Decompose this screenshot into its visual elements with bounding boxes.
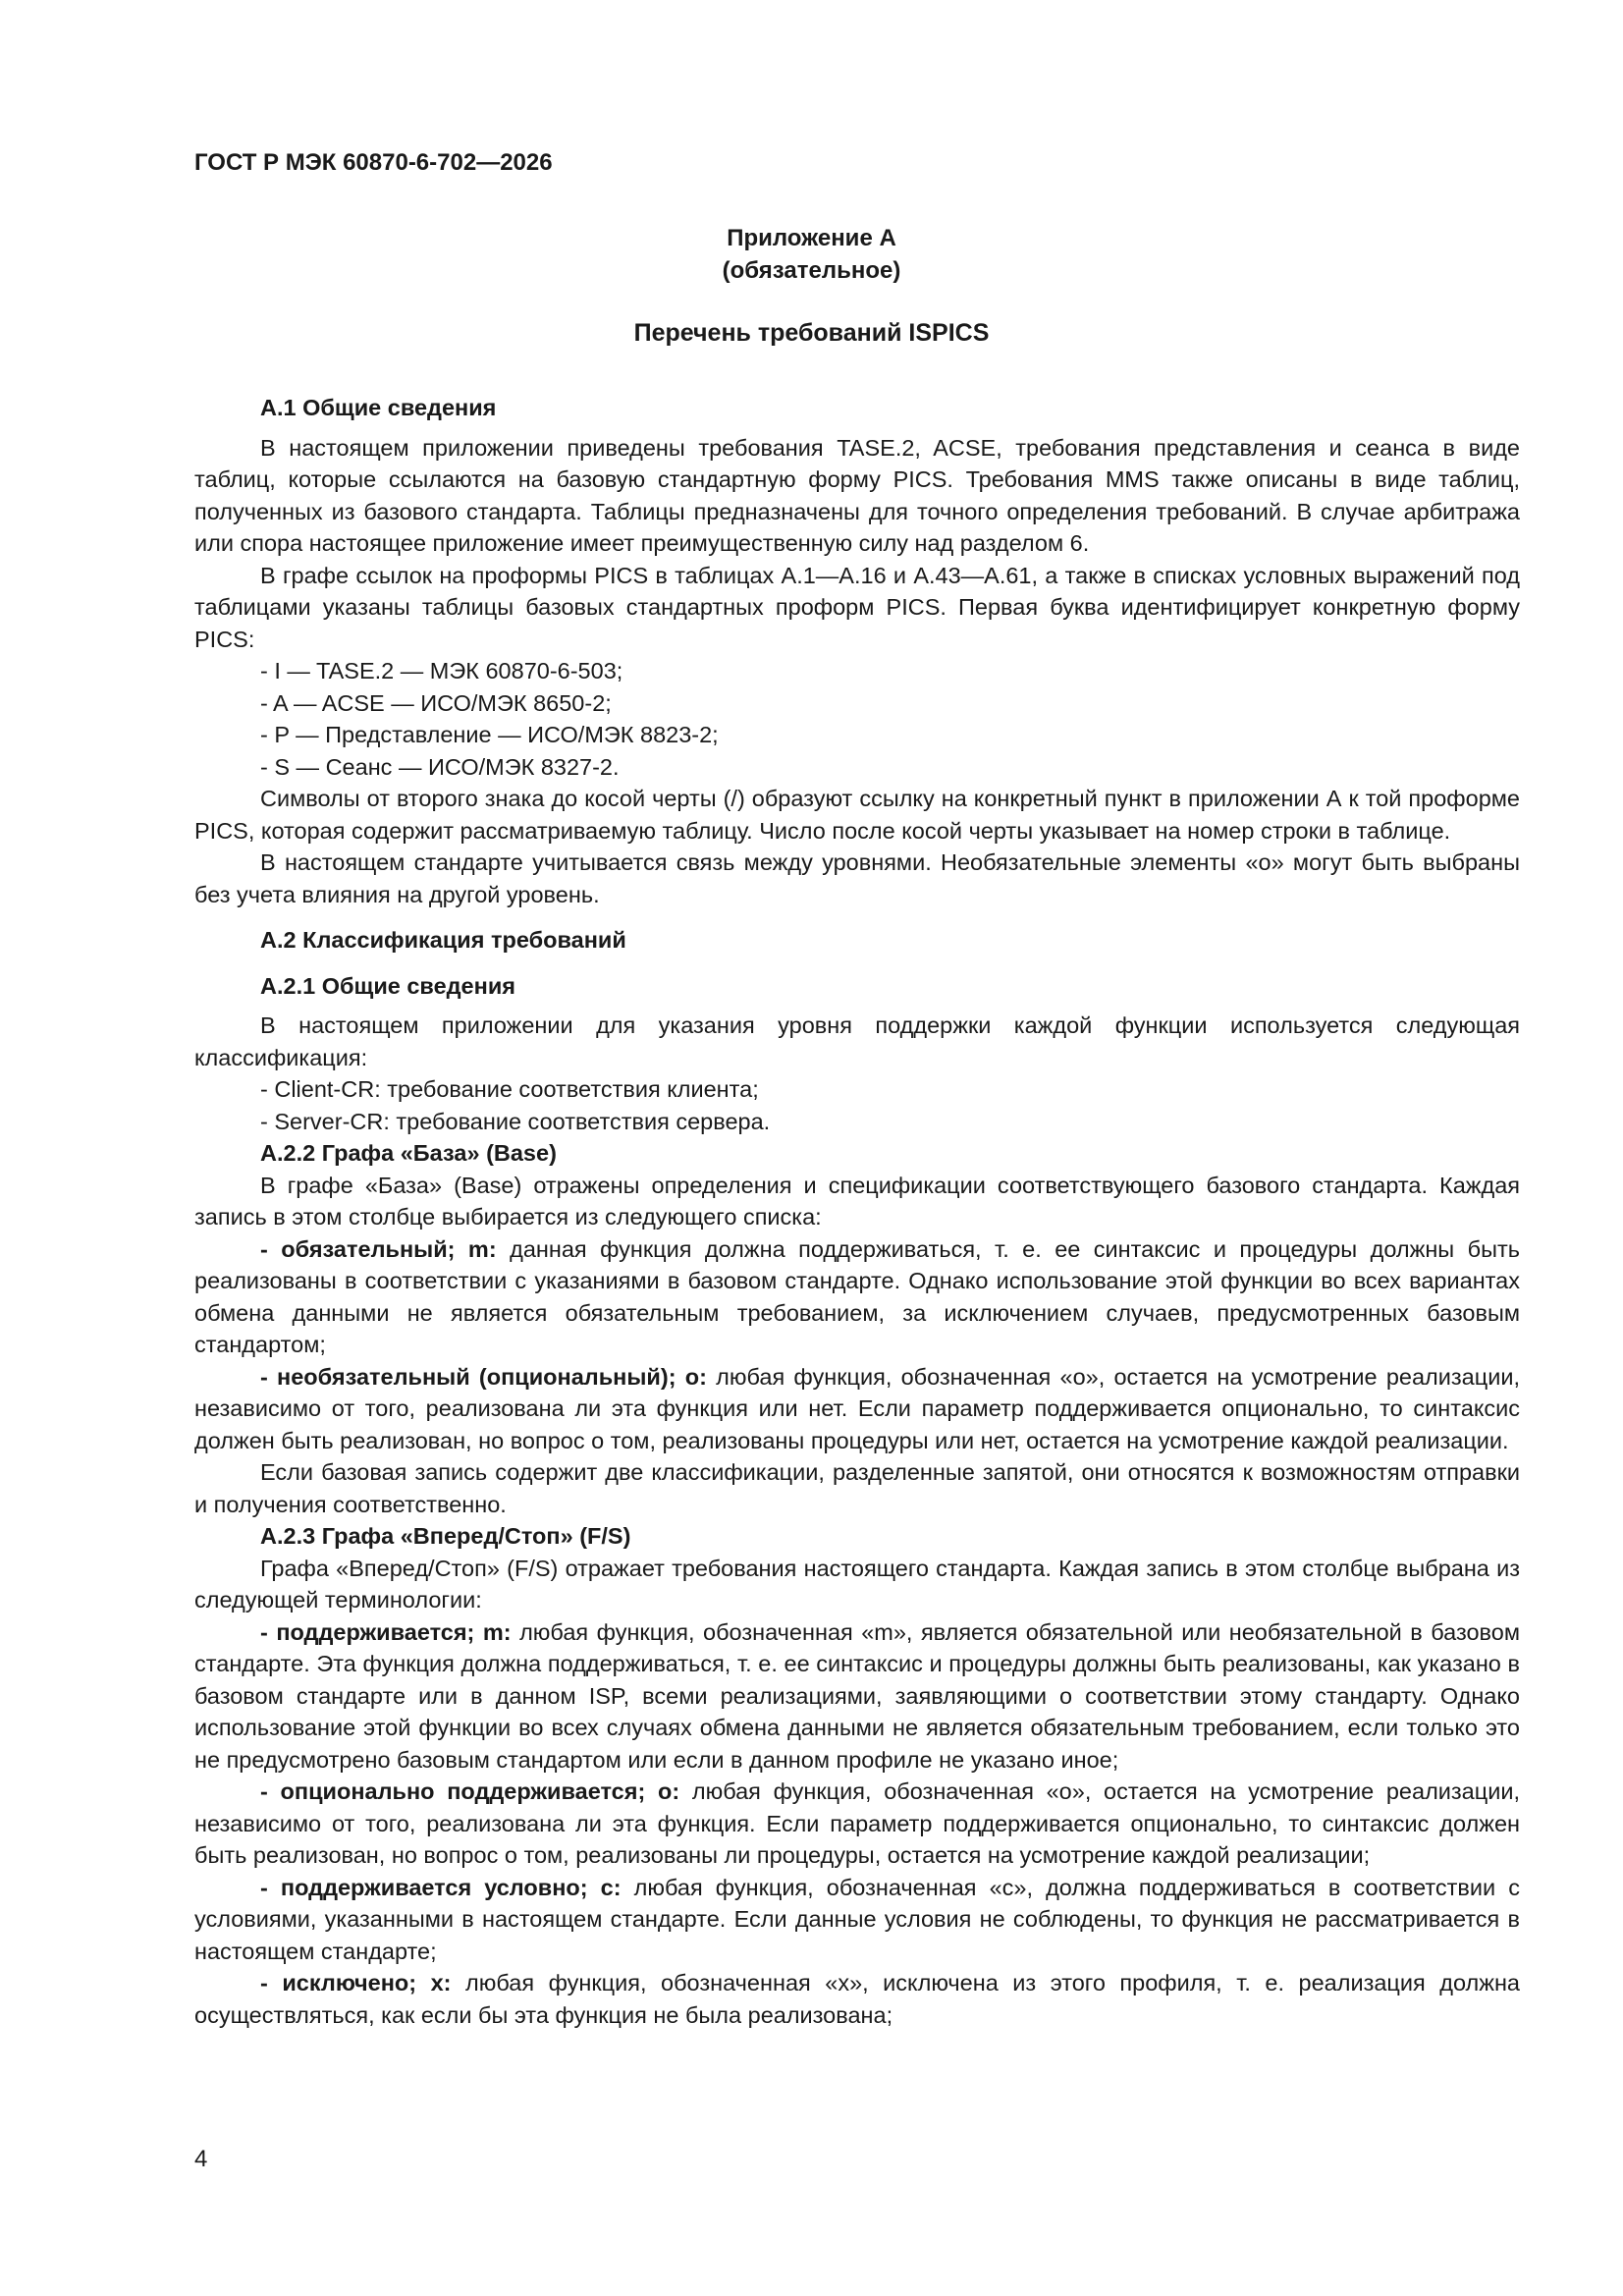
paragraph: В настоящем приложении приведены требования TASE.2, ACSE, требования представления и сеанса в виде таблиц, которые ссылаются на базовую стандартную форму PICS. Требования MMS также описаны в виде таблиц, полученных из базового стандарта. Таблицы предназначены для точного определения требований. В случае арбитража или спора настоящее приложение имеет преимущественную силу над разделом 6. bbox=[194, 434, 1520, 556]
term-definition: любая функция, обозначенная «о», остается на усмотрение реализации, независимо от того, реализована ли эта функция или нет. Если параметр поддерживается опционально, то синтаксис должен быть реализован, но вопрос о том, реализованы процедуры или нет, остается на усмотрение каждой реализации. bbox=[194, 1363, 1520, 1453]
section-a2-heading: А.2 Классификация требований bbox=[260, 927, 626, 953]
term: - опционально поддерживается; о: bbox=[260, 1778, 680, 1804]
term: - исключено; х: bbox=[260, 1970, 452, 1995]
list-item: - Client-CR: требование соответствия клиента; bbox=[260, 1076, 759, 1102]
term-definition: любая функция, обозначенная «о», остается на усмотрение реализации, независимо от того, реализована ли эта функция. Если параметр поддерживается опционально, то синтаксис должен быть реализован, но вопрос о том, реализованы ли процедуры, остается на усмотрение каждой реализации; bbox=[194, 1778, 1520, 1868]
appendix-status: (обязательное) bbox=[722, 257, 901, 284]
list-item: - P — Представление — ИСО/МЭК 8823-2; bbox=[260, 722, 719, 747]
list-item: - I — TASE.2 — МЭК 60870-6-503; bbox=[260, 658, 623, 683]
document-code: ГОСТ Р МЭК 60870-6-702—2026 bbox=[194, 149, 553, 176]
list-item bbox=[194, 1872, 1520, 1968]
section-a23-heading: А.2.3 Графа «Вперед/Стоп» (F/S) bbox=[260, 1523, 631, 1549]
section-a21-heading: А.2.1 Общие сведения bbox=[260, 972, 515, 999]
section-a22-heading: А.2.2 Графа «База» (Base) bbox=[260, 1140, 557, 1166]
list-item bbox=[194, 1361, 1520, 1457]
section-a1-heading: А.1 Общие сведения bbox=[260, 395, 497, 420]
page-number: 4 bbox=[194, 2146, 208, 2172]
paragraph: В настоящем стандарте учитывается связь между уровнями. Необязательные элементы «о» могут быть выбраны без учета влияния на другой уровень. bbox=[194, 849, 1520, 907]
paragraph: В графе ссылок на проформы PICS в таблицах А.1—А.16 и А.43—А.61, а также в списках условных выражений под таблицами указаны таблицы базовых стандартных проформ PICS. Первая буква идентифицирует конкретную форму PICS: bbox=[194, 562, 1520, 652]
list-item: - Server-CR: требование соответствия сервера. bbox=[260, 1108, 771, 1134]
term: - необязательный (опциональный); о: bbox=[260, 1363, 707, 1390]
list-item bbox=[194, 1233, 1520, 1361]
term: - поддерживается; m: bbox=[260, 1618, 512, 1645]
paragraph: В графе «База» (Base) отражены определения и спецификации соответствующего базового стандарта. Каждая запись в этом столбце выбирается из следующего списка: bbox=[194, 1172, 1520, 1230]
list-item bbox=[194, 1967, 1520, 2031]
appendix-title: Приложение А bbox=[727, 225, 896, 251]
term-definition: любая функция, обозначенная «х», исключена из этого профиля, т. е. реализация должна осуществляться, как если бы эта функция не была реализована; bbox=[194, 1970, 1520, 2028]
paragraph: В настоящем приложении для указания уровня поддержки каждой функции используется следующая классификация: bbox=[194, 1012, 1520, 1070]
term-definition: данная функция должна поддерживаться, т. е. ее синтаксис и процедуры должны быть реализованы в соответствии с указаниями в базовом стандарте. Однако использование этой функции во всех вариантах обмена данными не является обязательным требованием, за исключением случаев, предусмотренных базовым стандартом; bbox=[194, 1235, 1520, 1357]
paragraph: Графа «Вперед/Стоп» (F/S) отражает требования настоящего стандарта. Каждая запись в этом столбце выбрана из следующей терминологии: bbox=[194, 1555, 1520, 1613]
list-item bbox=[194, 1616, 1520, 1777]
list-item bbox=[194, 1776, 1520, 1872]
list-item: - S — Сеанс — ИСО/МЭК 8327-2. bbox=[260, 753, 620, 780]
document-body bbox=[194, 378, 1520, 2031]
paragraph: Если базовая запись содержит две классификации, разделенные запятой, они относятся к возможностям отправки и получения соответственно. bbox=[194, 1459, 1520, 1517]
term: - обязательный; m: bbox=[260, 1235, 497, 1262]
appendix-heading: Перечень требований ISPICS bbox=[633, 319, 990, 347]
term: - поддерживается условно; с: bbox=[260, 1874, 622, 1900]
term-definition: любая функция, обозначенная «с», должна поддерживаться в соответствии с условиями, указанными в настоящем стандарте. Если данные условия не соблюдены, то функция не рассматривается в настоящем стандарте; bbox=[194, 1874, 1520, 1964]
list-item: - A — ACSE — ИСО/МЭК 8650-2; bbox=[260, 689, 612, 716]
paragraph: Символы от второго знака до косой черты (/) образуют ссылку на конкретный пункт в приложении А к той проформе PICS, которая содержит рассматриваемую таблицу. Число после косой черты указывает на номер строки в таблице. bbox=[194, 786, 1520, 844]
term-definition: любая функция, обозначенная «m», является обязательной или необязательной в базовом стандарте. Эта функция должна поддерживаться, т. е. ее синтаксис и процедуры должны быть реализованы, как указано в базовом стандарте или в данном ISP, всеми реализациями, заявляющими о соответствии этому стандарту. Однако использование этой функции во всех случаях обмена данными не является обязательным требованием, если только это не предусмотрено базовым стандартом или если в данном профиле не указано иное; bbox=[194, 1618, 1520, 1773]
